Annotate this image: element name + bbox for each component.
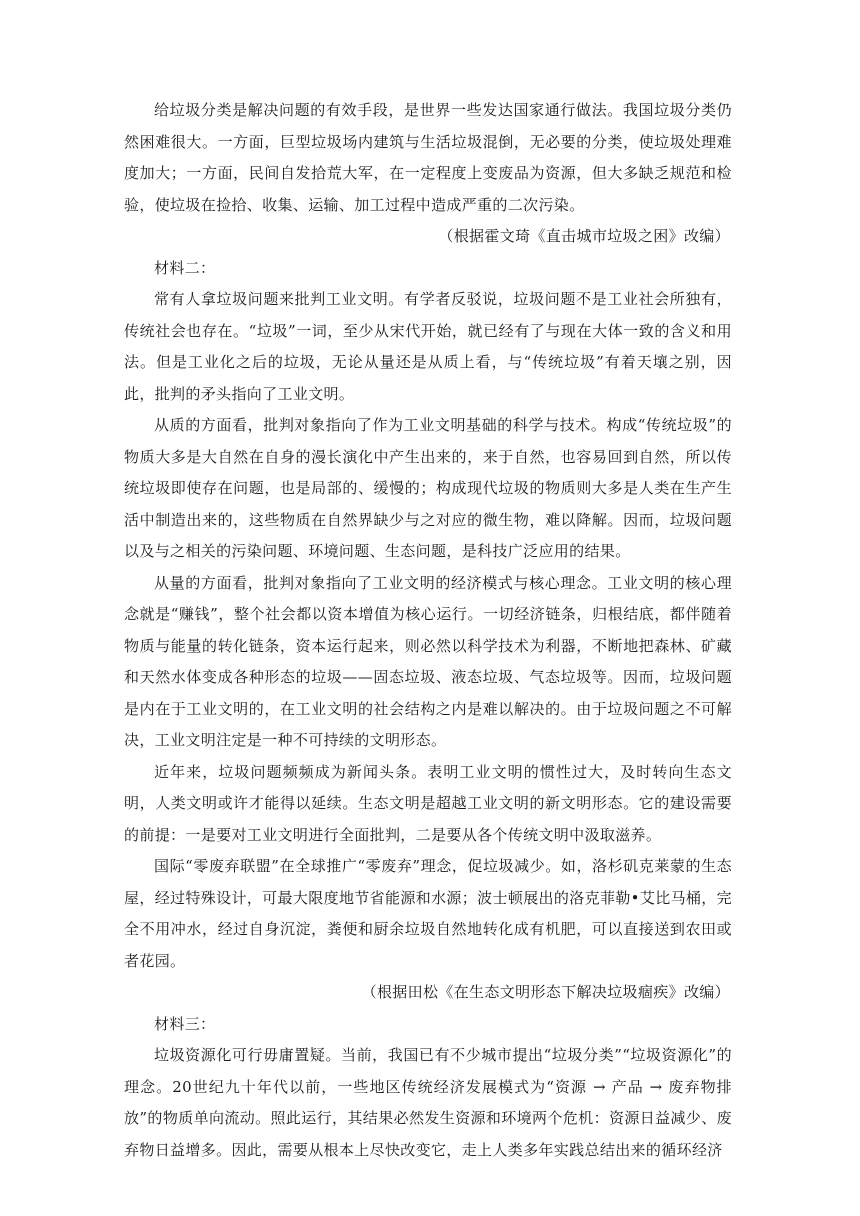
- source-citation-1: （根据霍文琦《直击城市垃圾之困》改编）: [438, 227, 730, 245]
- material-3-heading: 材料三：: [154, 1014, 216, 1033]
- paragraph-m2-3: 从量的方面看，批判对象指向了工业文明的经济模式与核心理念。工业文明的核心理念就是“赚钱”，整个社会都以资本增值为核心运行。一切经济链条，归根结底，都伴随着物质与能量的转化链条，资本运行起来，则必然以科学技术为利器，不断地把森林、矿藏和天然水体变成各种形态的垃圾——固态垃圾、液态垃圾、气态垃圾等。因而，垃圾问题是内在于工业文明的，在工业文明的社会结构之内是难以解决的。由于垃圾问题之不可解决，工业文明注定是一种不可持续的文明形态。: [124, 573, 732, 749]
- paragraph-m2-4: 近年来，垃圾问题频频成为新闻头条。表明工业文明的惯性过大，及时转向生态文明，人类文明或许才能得以延续。生态文明是超越工业文明的新文明形态。它的建设需要的前提：一是要对工业文明进行全面批判，二是要从各个传统文明中汲取滋养。: [124, 762, 732, 844]
- paragraph-m2-2: 从质的方面看，批判对象指向了作为工业文明基础的科学与技术。构成“传统垃圾”的物质大多是大自然在自身的漫长演化中产生出来的，来于自然，也容易回到自然，所以传统垃圾即使存在问题，也是局部的、缓慢的；构成现代垃圾的物质则大多是人类在生产生活中制造出来的，这些物质在自然界缺少与之对应的微生物，难以降解。因而，垃圾问题以及与之相关的污染问题、环境问题、生态问题，是科技广泛应用的结果。: [124, 416, 732, 560]
- paragraph-m2-1: 常有人拿垃圾问题来批判工业文明。有学者反驳说，垃圾问题不是工业社会所独有，传统社会也存在。“垃圾”一词，至少从宋代开始，就已经有了与现在大体一致的含义和用法。但是工业化之后的垃圾，无论从量还是从质上看，与“传统垃圾”有着天壤之别，因此，批判的矛头指向了工业文明。: [124, 290, 732, 403]
- document-body: [124, 95, 732, 1166]
- material-2-heading: 材料二：: [154, 258, 216, 277]
- source-citation-2: （根据田松《在生态文明形态下解决垃圾痼疾》改编）: [361, 983, 730, 1001]
- paragraph-m2-5: 国际“零废弃联盟”在全球推广“零废弃”理念，促垃圾减少。如，洛杉矶克莱蒙的生态屋，经过特殊设计，可最大限度地节省能源和水源；波士顿展出的洛克菲勒•艾比马桶，完全不用冲水，经过自身沉淀，粪便和厨余垃圾自然地转化成有机肥，可以直接送到农田或者花园。: [124, 857, 732, 970]
- paragraph-material1-end: 给垃圾分类是解决问题的有效手段，是世界一些发达国家通行做法。我国垃圾分类仍然困难很大。一方面，巨型垃圾场内建筑与生活垃圾混倒，无必要的分类，使垃圾处理难度加大；一方面，民间自发拾荒大军，在一定程度上变废品为资源，但大多缺乏规范和检验，使垃圾在捡拾、收集、运输、加工过程中造成严重的二次污染。: [124, 101, 732, 214]
- paragraph-m3-1: 垃圾资源化可行毋庸置疑。当前，我国已有不少城市提出“垃圾分类”“垃圾资源化”的理念。20世纪九十年代以前，一些地区传统经济发展模式为“资源 → 产品 → 废弃物排放”的物质单向流动。照此运行，其结果必然发生资源和环境两个危机：资源日益减少、废弃物日益增多。因此，需要从根本上尽快改变它，走上人类多年实践总结出来的循环经济: [124, 1046, 732, 1159]
